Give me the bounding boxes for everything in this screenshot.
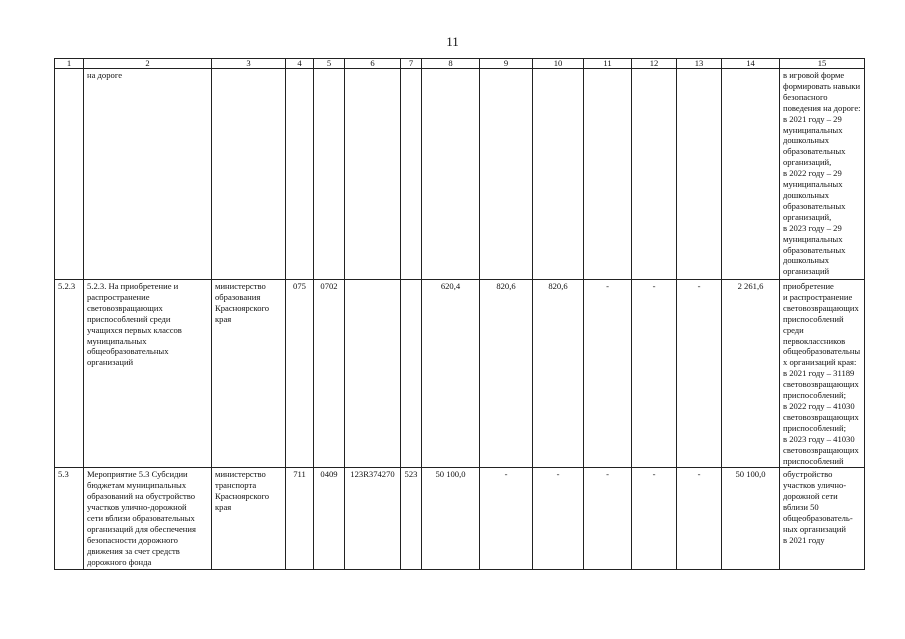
cell-col-12 (632, 69, 677, 280)
cell-executor (212, 69, 286, 280)
cell-col-14: 50 100,0 (722, 468, 780, 570)
column-header: 11 (584, 59, 632, 69)
cell-item-number: 5.2.3 (55, 280, 84, 468)
cell-col-4: 711 (286, 468, 314, 570)
column-header: 9 (480, 59, 533, 69)
cell-col-12: - (632, 280, 677, 468)
cell-col-9: 820,6 (480, 280, 533, 468)
cell-col-8 (422, 69, 480, 280)
cell-col-10: 820,6 (533, 280, 584, 468)
cell-col-12: - (632, 468, 677, 570)
cell-col-9 (480, 69, 533, 280)
column-header: 7 (401, 59, 422, 69)
cell-item-number: 5.3 (55, 468, 84, 570)
column-header: 13 (677, 59, 722, 69)
cell-col-4: 075 (286, 280, 314, 468)
column-header: 8 (422, 59, 480, 69)
cell-measure-name: 5.2.3. На приобретение и распространение световозвращающих приспособлений среди учащихся первых классов муниципальных общеобразовательных организаций (84, 280, 212, 468)
cell-col-13 (677, 69, 722, 280)
cell-expected-result: приобретение и распространение световозвращающих приспособлений среди первоклассников общеобразовательны х организаций края: в 2021 году – 31189 световозвращающих приспособлений; в 2022 году – 41030 световозвращающих приспособлений; в 2023 году – 41030 световозвращающих приспособлений (780, 280, 865, 468)
column-header: 6 (345, 59, 401, 69)
program-table (54, 58, 865, 570)
column-header: 5 (314, 59, 345, 69)
column-header: 3 (212, 59, 286, 69)
cell-col-10: - (533, 468, 584, 570)
cell-col-8: 620,4 (422, 280, 480, 468)
cell-col-4 (286, 69, 314, 280)
column-header-row (55, 59, 865, 69)
cell-col-5 (314, 69, 345, 280)
cell-col-7: 523 (401, 468, 422, 570)
column-header: 14 (722, 59, 780, 69)
cell-expected-result: в игровой форме формировать навыки безопасного поведения на дороге: в 2021 году – 29 муниципальных дошкольных образовательных организаций, в 2022 году – 29 муниципальных дошкольных образовательных организаций, в 2023 году – 29 муниципальных образовательных дошкольных организаций (780, 69, 865, 280)
cell-col-7 (401, 280, 422, 468)
cell-executor: министерство образования Красноярского края (212, 280, 286, 468)
table-row (55, 280, 865, 468)
column-header: 1 (55, 59, 84, 69)
cell-expected-result: обустройство участков улично- дорожной сети вблизи 50 общеобразователь- ных организаций в 2021 году (780, 468, 865, 570)
cell-col-13: - (677, 468, 722, 570)
column-header: 12 (632, 59, 677, 69)
page-number: 11 (446, 34, 459, 49)
cell-col-6 (345, 69, 401, 280)
column-header: 15 (780, 59, 865, 69)
column-header: 4 (286, 59, 314, 69)
cell-col-10 (533, 69, 584, 280)
cell-col-6: 123R374270 (345, 468, 401, 570)
column-header: 10 (533, 59, 584, 69)
cell-col-8: 50 100,0 (422, 468, 480, 570)
cell-col-11: - (584, 280, 632, 468)
cell-col-14 (722, 69, 780, 280)
cell-col-7 (401, 69, 422, 280)
cell-col-13: - (677, 280, 722, 468)
cell-measure-name: Мероприятие 5.3 Субсидии бюджетам муниципальных образований на обустройство участков улично-дорожной сети вблизи образовательных организаций для обеспечения безопасности дорожного движения за счет средств дорожного фонда (84, 468, 212, 570)
cell-col-11: - (584, 468, 632, 570)
table-row (55, 69, 865, 280)
table-row (55, 468, 865, 570)
cell-col-11 (584, 69, 632, 280)
cell-col-9: - (480, 468, 533, 570)
cell-col-14: 2 261,6 (722, 280, 780, 468)
cell-item-number (55, 69, 84, 280)
cell-col-5: 0409 (314, 468, 345, 570)
cell-col-6 (345, 280, 401, 468)
cell-measure-name: на дороге (84, 69, 212, 280)
cell-col-5: 0702 (314, 280, 345, 468)
cell-executor: министерство транспорта Красноярского края (212, 468, 286, 570)
column-header: 2 (84, 59, 212, 69)
